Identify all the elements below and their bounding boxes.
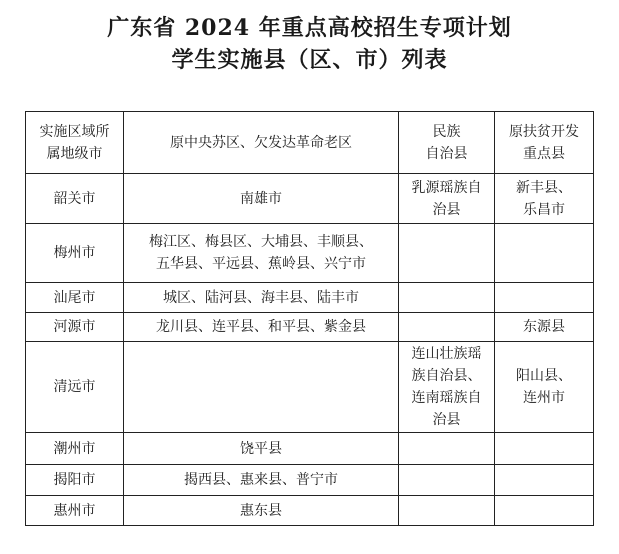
city-cell: 韶关市 <box>26 174 124 224</box>
ethnic-county-cell: 连山壮族瑶 族自治县、 连南瑶族自 治县 <box>399 342 495 433</box>
poverty-county-cell: 阳山县、 连州市 <box>495 342 594 433</box>
table-header-row <box>26 112 594 174</box>
old-area-cell: 揭西县、惠来县、普宁市 <box>124 465 399 496</box>
table-row <box>26 174 594 224</box>
table-row <box>26 496 594 526</box>
table-row <box>26 283 594 313</box>
ethnic-county-cell <box>399 224 495 283</box>
header-city: 实施区域所 属地级市 <box>26 112 124 174</box>
header-ethnic-autonomous-county: 民族 自治县 <box>399 112 495 174</box>
poverty-county-cell <box>495 283 594 313</box>
document-title-line-2: 学生实施县（区、市）列表 <box>171 47 448 73</box>
city-cell: 清远市 <box>26 342 124 433</box>
ethnic-county-cell <box>399 465 495 496</box>
poverty-county-cell: 新丰县、 乐昌市 <box>495 174 594 224</box>
ethnic-county-cell: 乳源瑶族自 治县 <box>399 174 495 224</box>
city-cell: 惠州市 <box>26 496 124 526</box>
poverty-county-cell <box>495 496 594 526</box>
poverty-county-cell: 东源县 <box>495 313 594 342</box>
old-area-cell: 城区、陆河县、海丰县、陆丰市 <box>124 283 399 313</box>
old-area-cell: 梅江区、梅县区、大埔县、丰顺县、 五华县、平远县、蕉岭县、兴宁市 <box>124 224 399 283</box>
poverty-county-cell <box>495 465 594 496</box>
city-cell: 河源市 <box>26 313 124 342</box>
old-area-cell: 惠东县 <box>124 496 399 526</box>
city-cell: 汕尾市 <box>26 283 124 313</box>
header-old-revolutionary-area: 原中央苏区、欠发达革命老区 <box>124 112 399 174</box>
table-row <box>26 342 594 433</box>
ethnic-county-cell <box>399 313 495 342</box>
table-row <box>26 313 594 342</box>
old-area-cell: 龙川县、连平县、和平县、紫金县 <box>124 313 399 342</box>
old-area-cell: 南雄市 <box>124 174 399 224</box>
ethnic-county-cell <box>399 433 495 465</box>
document-title-line-1: 广东省 2024 年重点高校招生专项计划 <box>107 15 512 41</box>
ethnic-county-cell <box>399 496 495 526</box>
table-row <box>26 433 594 465</box>
city-cell: 梅州市 <box>26 224 124 283</box>
poverty-county-cell <box>495 224 594 283</box>
table-row <box>26 224 594 283</box>
county-list-table <box>25 111 594 526</box>
old-area-cell: 饶平县 <box>124 433 399 465</box>
poverty-county-cell <box>495 433 594 465</box>
city-cell: 潮州市 <box>26 433 124 465</box>
old-area-cell <box>124 342 399 433</box>
city-cell: 揭阳市 <box>26 465 124 496</box>
table-row <box>26 465 594 496</box>
ethnic-county-cell <box>399 283 495 313</box>
header-poverty-county: 原扶贫开发 重点县 <box>495 112 594 174</box>
